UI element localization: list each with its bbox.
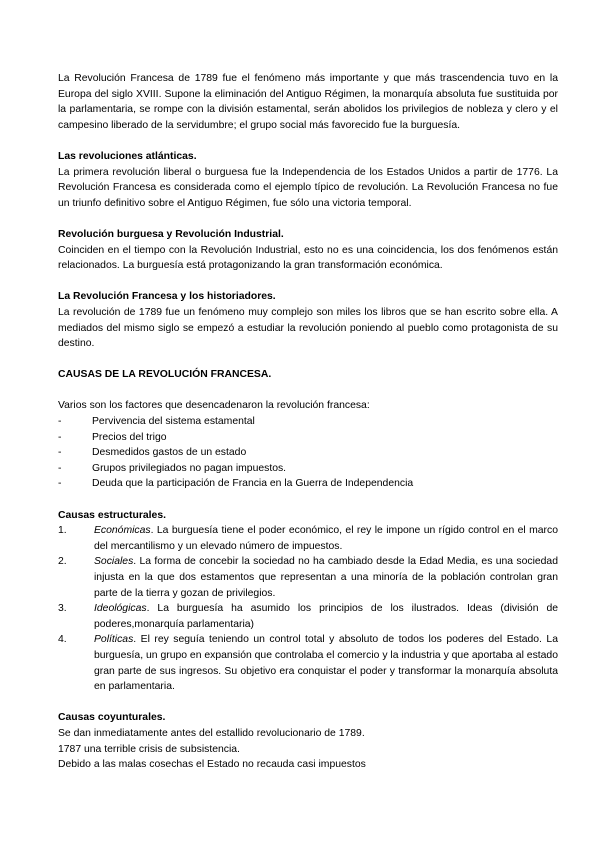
item-label: Sociales — [94, 556, 134, 568]
item-text: . La forma de concebir la sociedad no ha cambiado desde la Edad Media, es una sociedad injusta en la que dos estamentos que representan a una minoría de la población controlan gran parte de la tierra y gozan de privilegios. — [94, 556, 558, 599]
item-text: . El rey seguía teniendo un control total y absoluto de todos los poderes del Estado. La burguesía, un grupo en expansión que controlaba el comercio y la industria y que aportaba al estado gran parte de sus ingresos. Su objetivo era conquistar el poder y transformar la monarquía absoluta en parlamentaria. — [94, 634, 558, 693]
paragraph-revolucion-burguesa: Coinciden en el tiempo con la Revolución Industrial, esto no es una coincidencia, los dos fenómenos están relacionados. La burguesía está protagonizando la gran transformación económica. — [58, 244, 558, 272]
list-bullet: - — [58, 447, 62, 459]
list-item-text: Pervivencia del sistema estamental — [92, 416, 255, 428]
item-number: 4. — [58, 634, 67, 646]
paragraph-revoluciones-atlanticas: La primera revolución liberal o burguesa fue la Independencia de los Estados Unidos a partir de 1776. La Revolución Francesa es considerada como el ejemplo típico de revolución. La Revolución Francesa no fue un triunfo definitivo sobre el Antiguo Régimen, fue sólo una victoria temporal. — [58, 166, 558, 209]
causas-intro: Varios son los factores que desencadenaron la revolución francesa: — [58, 400, 370, 412]
list-item-text: Grupos privilegiados no pagan impuestos. — [92, 462, 287, 474]
coyunturales-line: 1787 una terrible crisis de subsistencia. — [58, 743, 240, 755]
item-label: Ideológicas — [94, 603, 147, 615]
numbered-item — [58, 523, 558, 554]
heading-revoluciones-atlanticas: Las revoluciones atlánticas. — [58, 150, 197, 162]
item-label: Políticas — [94, 634, 134, 646]
item-number: 2. — [58, 556, 67, 568]
list-item — [58, 430, 558, 446]
list-item-text: Deuda que la participación de Francia en la Guerra de Independencia — [92, 478, 414, 490]
heading-causas: CAUSAS DE LA REVOLUCIÓN FRANCESA. — [58, 369, 272, 381]
causas-list — [58, 414, 558, 492]
heading-revolucion-burguesa: Revolución burguesa y Revolución Industrial. — [58, 228, 284, 240]
heading-historiadores: La Revolución Francesa y los historiadores. — [58, 291, 276, 303]
numbered-item — [58, 554, 558, 601]
list-item — [58, 414, 558, 430]
list-bullet: - — [58, 478, 62, 490]
list-bullet: - — [58, 431, 62, 443]
coyunturales-line: Se dan inmediatamente antes del estallido revolucionario de 1789. — [58, 727, 365, 739]
list-item-text: Precios del trigo — [92, 431, 167, 443]
item-label: Económicas — [94, 525, 151, 537]
heading-causas-estructurales: Causas estructurales. — [58, 509, 167, 521]
item-text: . La burguesía tiene el poder económico, el rey le impone un rígido control en el marco del mercantilismo y un elevado número de impuestos. — [94, 525, 558, 552]
heading-causas-coyunturales: Causas coyunturales. — [58, 712, 166, 724]
paragraph-historiadores: La revolución de 1789 fue un fenómeno muy complejo son miles los libros que se han escrito sobre ella. A mediados del mismo siglo se empezó a estudiar la revolución poniendo al pueblo como protagonista de su destino. — [58, 306, 558, 350]
document-page — [58, 71, 558, 773]
intro-paragraph: La Revolución Francesa de 1789 fue el fenómeno más importante y que más trascendencia tuvo en la Europa del siglo XVIII. Supone la eliminación del Antiguo Régimen, la monarquía absoluta fue sustituida por la parlamentaria, se rompe con la división estamental, serán abolidos los privilegios de nobleza y clero y el campesino liberado de la servidumbre; el grupo social más favorecido fue la burguesía. — [58, 73, 558, 131]
list-bullet: - — [58, 416, 62, 428]
coyunturales-line: Debido a las malas cosechas el Estado no recauda casi impuestos — [58, 759, 366, 771]
list-item — [58, 461, 558, 477]
item-number: 1. — [58, 525, 67, 537]
list-item-text: Desmedidos gastos de un estado — [92, 447, 247, 459]
item-number: 3. — [58, 603, 67, 615]
list-item — [58, 476, 558, 492]
numbered-item — [58, 601, 558, 632]
list-bullet: - — [58, 462, 62, 474]
list-item — [58, 445, 558, 461]
numbered-item — [58, 632, 558, 694]
item-text: . La burguesía ha asumido los principios de los ilustrados. Ideas (división de poderes,monarquía parlamentaria) — [94, 603, 558, 630]
